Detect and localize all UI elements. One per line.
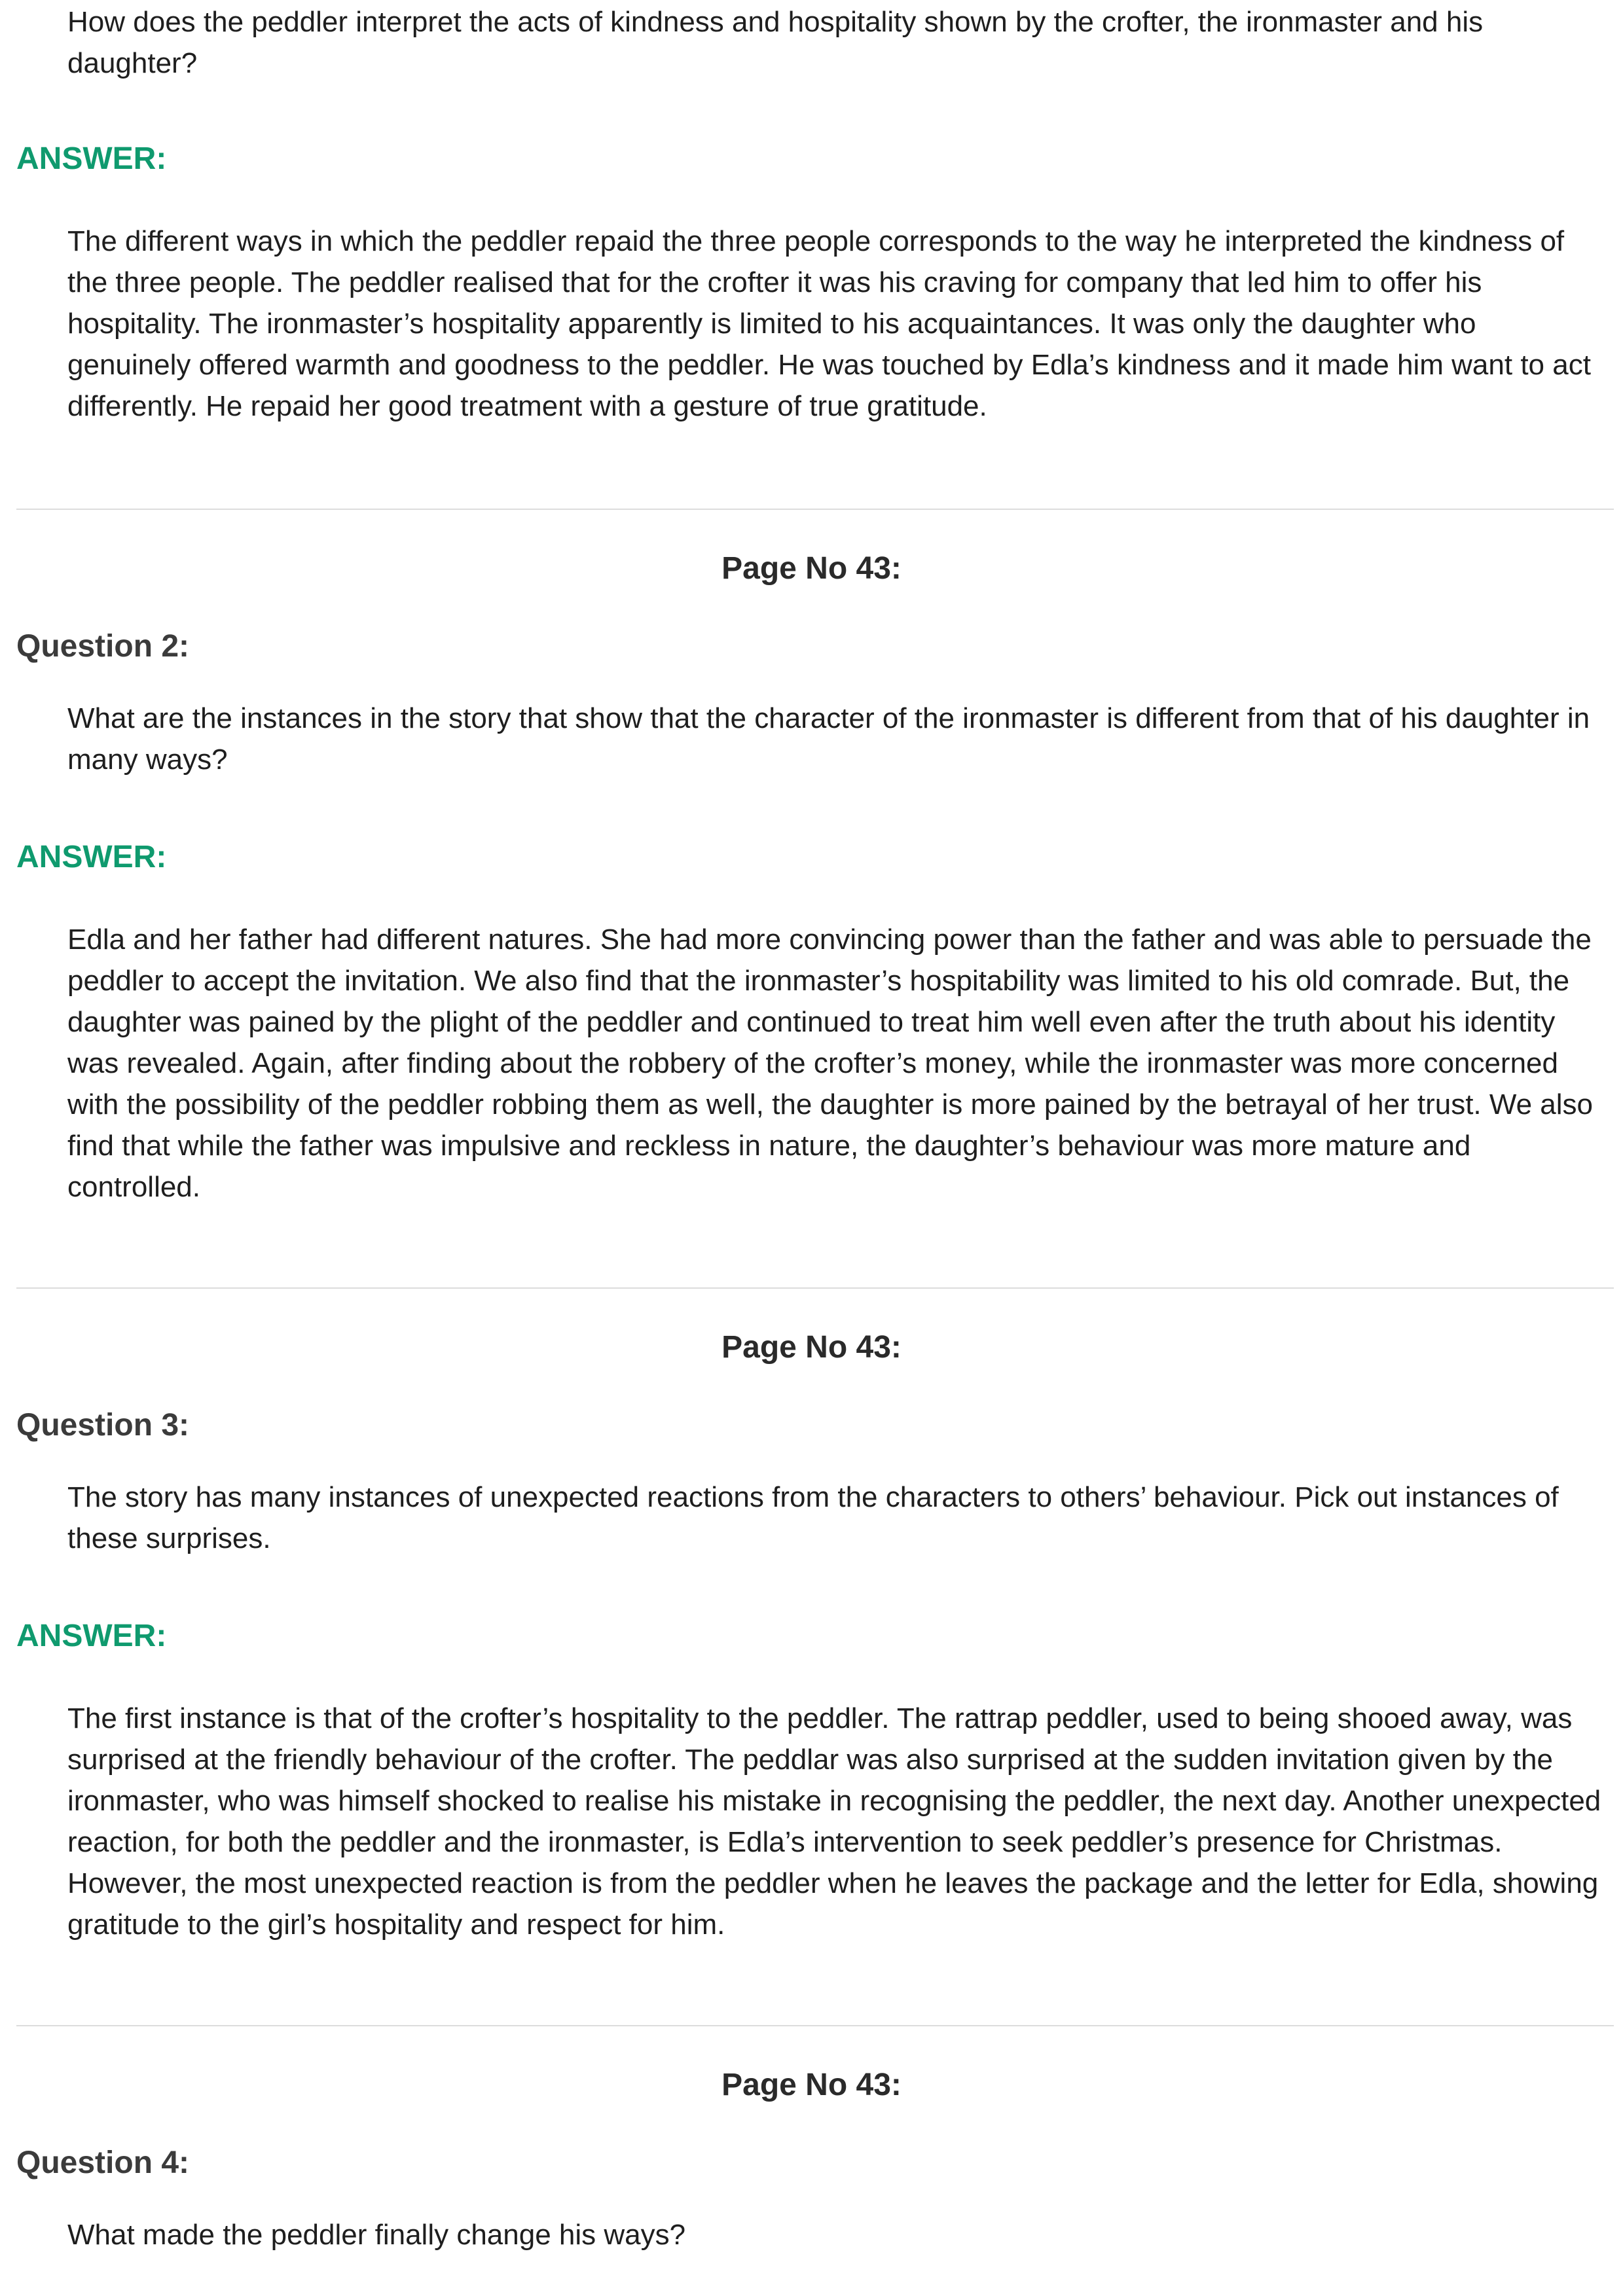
section-divider [16, 509, 1614, 510]
question-3-text: The story has many instances of unexpected reactions from the characters to others’ behaviour. Pick out instances of these surprises. [67, 1481, 1559, 1554]
question-2-text: What are the instances in the story that show that the character of the ironmaster is different from that of his daughter in many ways? [67, 702, 1590, 776]
answer-2-text: Edla and her father had different natures. She had more convincing power than the father and was able to persuade the peddler to accept the invitation. We also find that the ironmaster’s hospitability was limited to his old comrade. But, the daughter was pained by the plight of the peddler and continued to treat him well even after the truth about his identity was revealed. Again, after finding about the robbery of the crofter’s money, while the ironmaster was more concerned with the possibility of the peddler robbing them as well, the daughter is more pained by the betrayal of her trust. We also find that while the father was impulsive and reckless in nature, the daughter’s behaviour was more mature and controlled. [67, 924, 1594, 1203]
question-4-text: What made the peddler finally change his ways? [67, 2219, 686, 2251]
question-2-label: Question 2: [16, 629, 190, 664]
answer-2-label: ANSWER: [16, 840, 167, 874]
page-number-heading: Page No 43: [721, 551, 902, 586]
page-number-heading: Page No 43: [721, 2068, 902, 2102]
answer-3-text: The first instance is that of the crofter’s hospitality to the peddler. The rattrap peddler, used to being shooed away, was surprised at the friendly behaviour of the crofter. The peddlar was also surprised at the sudden invitation given by the ironmaster, who was himself shocked to realise his mistake in recognising the peddler, the next day. Another unexpected reaction, for both the peddler and the ironmaster, is Edla’s intervention to seek peddler’s presence for Christmas. However, the most unexpected reaction is from the peddler when he leaves the package and the letter for Edla, showing gratitude to the girl’s hospitality and respect for him. [67, 1702, 1601, 1941]
answer-1-label: ANSWER: [16, 141, 167, 176]
question-1-text: How does the peddler interpret the acts of kindness and hospitality shown by the crofter, the ironmaster and his daughter? [67, 6, 1484, 79]
question-4-label: Question 4: [16, 2145, 190, 2180]
question-3-label: Question 3: [16, 1408, 190, 1443]
answer-3-label: ANSWER: [16, 1619, 167, 1653]
section-divider [16, 2025, 1614, 2026]
page-number-heading: Page No 43: [721, 1330, 902, 1365]
answer-1-text: The different ways in which the peddler repaid the three people corresponds to the way he interpreted the kindness of the three people. The peddler realised that for the crofter it was his craving for company that led him to offer his hospitality. The ironmaster’s hospitality apparently is limited to his acquaintances. It was only the daughter who genuinely offered warmth and goodness to the peddler. He was touched by Edla’s kindness and it made him want to act differently. He repaid her good treatment with a gesture of true gratitude. [67, 225, 1591, 422]
section-divider [16, 1287, 1614, 1289]
